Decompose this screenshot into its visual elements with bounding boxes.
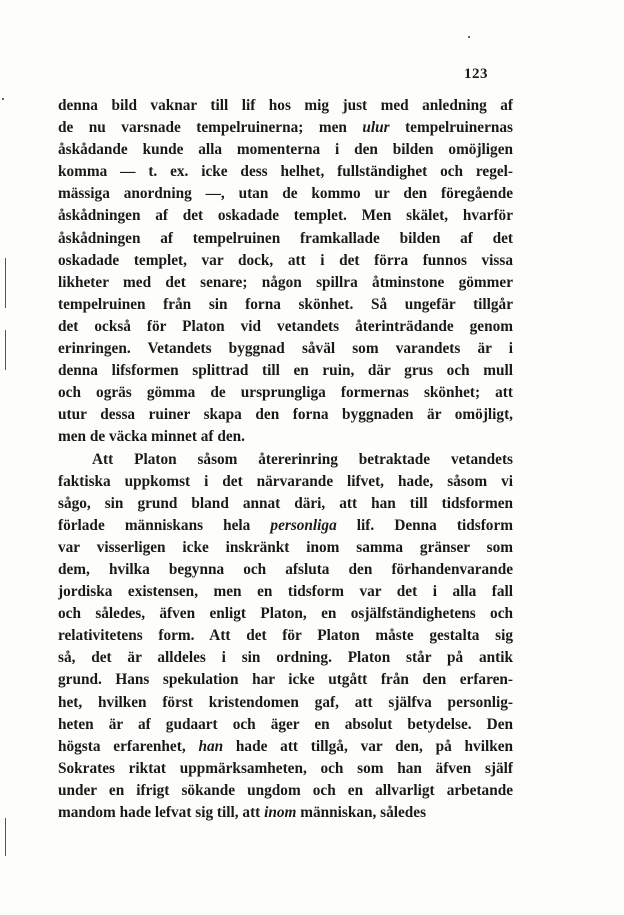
text-line: mandom hade lefvat sig till, att inom människan, således <box>58 804 427 821</box>
text-line: tempelruinen från sin forna skönhet. Så ungefär tillgår <box>58 295 513 313</box>
text-line: komma — t. ex. icke dess helhet, fullständighet och regel- <box>58 163 513 181</box>
emphasis: personliga <box>270 516 337 534</box>
text-line: men de väcka minnet af den. <box>58 428 245 446</box>
text-line: förlade människans hela personliga lif. Denna tidsform <box>58 516 513 534</box>
margin-mark <box>5 330 6 370</box>
text-line: grund. Hans spekulation har icke utgått från den erfaren- <box>58 671 513 689</box>
text-line: åskådningen af det oskadade templet. Men skälet, hvarför <box>58 207 513 225</box>
page-number: 123 <box>464 66 488 82</box>
stray-dot <box>2 98 4 100</box>
margin-mark <box>5 258 6 308</box>
text-line: het, hvilken först kristendomen gaf, att själfva personlig- <box>58 693 513 711</box>
text-line: och således, äfven enligt Platon, en osjälfständighetens och <box>58 605 513 623</box>
text-line: oskadade templet, var dock, att i det förra funnos vissa <box>58 251 513 269</box>
text-line: åskådningen af tempelruinen framkallade bilden af det <box>58 229 513 247</box>
text-line: sågo, sin grund bland annat däri, att han till tidsformen <box>58 494 513 512</box>
text-line: så, det är alldeles i sin ordning. Platon står på antik <box>58 649 513 667</box>
text-line: utur dessa ruiner skapa den forna byggnaden är omöjligt, <box>58 406 513 424</box>
text-line: dem, hvilka begynna och afsluta den förhandenvarande <box>58 560 513 578</box>
text-line: Sokrates riktat uppmärksamheten, och som han äfven själf <box>58 759 513 777</box>
text-line: högsta erfarenhet, han hade att tillgå, var den, på hvilken <box>58 737 513 755</box>
text-line: under en ifrigt sökande ungdom och en allvarligt arbetande <box>58 781 513 799</box>
text-line: erinringen. Vetandets byggnad såväl som varandets är i <box>58 340 513 358</box>
text-line: jordiska existensen, men en tidsform var det i alla fall <box>58 583 513 601</box>
emphasis: inom <box>264 804 297 821</box>
text-line: var visserligen icke inskränkt inom samma gränser som <box>58 538 513 556</box>
text-line: och ogräs gömma de ursprungliga formernas skönhet; att <box>58 384 513 402</box>
emphasis: han <box>198 737 224 755</box>
text-line: heten är af gudaart och äger en absolut betydelse. Den <box>58 715 513 733</box>
text-line: det också för Platon vid vetandets återinträdande genom <box>58 317 513 335</box>
text-line: denna bild vaknar till lif hos mig just med anledning af <box>58 97 513 114</box>
stray-dot <box>468 36 470 38</box>
text-line: de nu varsnade tempelruinerna; men ulur tempelruinernas <box>58 119 513 137</box>
text-line: likheter med det senare; någon spillra åtminstone gömmer <box>58 273 513 291</box>
emphasis: ulur <box>362 119 390 137</box>
body-text <box>58 95 513 824</box>
margin-mark <box>5 818 6 856</box>
text-line: faktiska uppkomst i det närvarande lifvet, hade, såsom vi <box>58 472 513 490</box>
text-line: denna lifsformen splittrad till en ruin, där grus och mull <box>58 362 513 380</box>
text-line: Att Platon såsom återerinring betraktade vetandets <box>92 450 513 468</box>
text-line: relativitetens form. Att det för Platon måste gestalta sig <box>58 627 513 645</box>
text-line: åskådande kunde alla momenterna i den bilden omöjligen <box>58 141 513 159</box>
text-line: mässiga anordning —, utan de kommo ur den föregående <box>58 185 513 203</box>
